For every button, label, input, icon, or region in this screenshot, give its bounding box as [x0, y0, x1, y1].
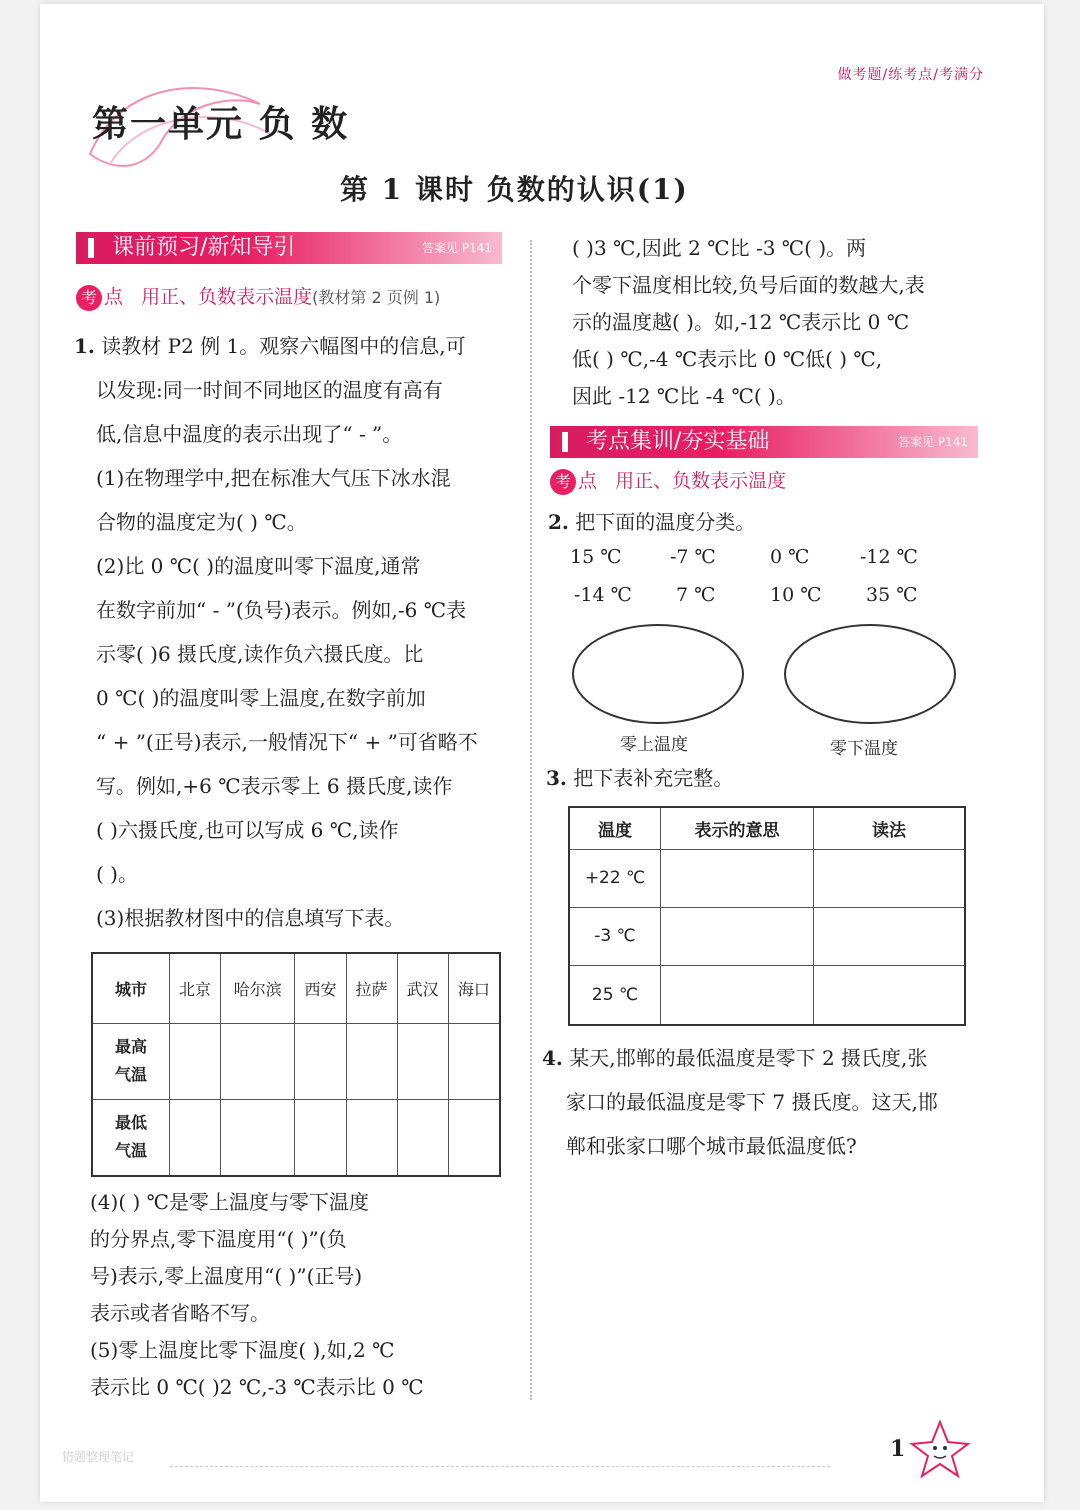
temp-item: -14 ℃: [574, 584, 632, 606]
table-header-row: [569, 807, 965, 849]
q1-part2-line: (2)比 0 ℃( )的温度叫零下温度,通常: [96, 554, 421, 578]
cont-line: 因此 -12 ℃比 -4 ℃( )。: [572, 384, 796, 408]
city-cell: 北京: [170, 953, 221, 1023]
row-label: [92, 1023, 170, 1099]
preview-banner: [76, 232, 502, 264]
q2-number: 2.: [548, 510, 569, 534]
exam-point-label: 点: [104, 286, 124, 308]
temp-item: -7 ℃: [670, 546, 716, 568]
row-label: [92, 1099, 170, 1176]
table-row: [569, 965, 965, 1025]
exam-point-label: 点: [578, 470, 598, 492]
temp-item: -12 ℃: [860, 546, 918, 568]
q1-part2-line: ( )。: [96, 862, 138, 886]
q1-part4-line: 表示或者省略不写。: [90, 1301, 270, 1325]
answer-cell[interactable]: [397, 1023, 448, 1099]
answer-cell[interactable]: [346, 1023, 397, 1099]
q3-text: 把下表补充完整。: [573, 766, 734, 790]
exam-point-badge: 考: [76, 285, 102, 311]
practice-banner: [550, 426, 978, 458]
q2-text: 把下面的温度分类。: [575, 510, 756, 534]
question-4: [542, 1036, 992, 1168]
answer-cell[interactable]: [346, 1099, 397, 1176]
city-cell: 海口: [448, 953, 500, 1023]
answer-cell[interactable]: [448, 1023, 500, 1099]
lesson-title: 第 1 课时 负数的认识(1): [340, 173, 689, 206]
star-mascot-icon: [908, 1418, 972, 1482]
exam-point-topic: 用正、负数表示温度: [615, 470, 787, 492]
answer-ref: 答案见 P141: [898, 435, 968, 449]
answer-cell[interactable]: [170, 1099, 221, 1176]
column-divider: [530, 240, 532, 1400]
q4-line: 郸和张家口哪个城市最低温度低?: [566, 1134, 857, 1158]
q1-part4-line: 号)表示,零上温度用“( )”(正号): [90, 1264, 363, 1288]
table-row: [569, 849, 965, 907]
exam-point-topic: 用正、负数表示温度: [141, 286, 313, 308]
answer-cell[interactable]: [814, 907, 966, 965]
temperature-meaning-table: [568, 806, 966, 1026]
answer-ref: 答案见 P141: [422, 241, 492, 255]
temp-cell: +22 ℃: [569, 849, 661, 907]
answer-cell[interactable]: [221, 1099, 295, 1176]
q1-part2-line: “ + ”(正号)表示,一般情况下“ + ”可省略不: [96, 730, 478, 754]
exam-point-badge: 考: [550, 469, 576, 495]
table-header-row: [92, 953, 500, 1023]
answer-cell[interactable]: [295, 1023, 346, 1099]
q1-part2-line: 在数字前加“ - ”(负号)表示。例如,-6 ℃表: [96, 598, 467, 622]
table-header-cell: 温度: [569, 807, 661, 849]
city-cell: 拉萨: [346, 953, 397, 1023]
q1-part2-line: ( )六摄氏度,也可以写成 6 ℃,读作: [96, 818, 399, 842]
q1-part3-line: (3)根据教材图中的信息填写下表。: [96, 906, 405, 930]
cont-line: 示的温度越( )。如,-12 ℃表示比 0 ℃: [572, 310, 910, 334]
row-label-line: 最低: [114, 1113, 147, 1133]
answer-cell[interactable]: [221, 1023, 295, 1099]
exam-point-heading: [76, 282, 440, 311]
answer-cell[interactable]: [814, 965, 966, 1025]
q1-part1-line: (1)在物理学中,把在标准大气压下冰水混: [96, 466, 451, 490]
q4-number: 4.: [542, 1046, 563, 1070]
temp-cell: -3 ℃: [569, 907, 661, 965]
city-cell: 哈尔滨: [221, 953, 295, 1023]
q1-line: 低,信息中温度的表示出现了“ - ”。: [96, 422, 403, 446]
footer-note: 错题整理笔记: [62, 1450, 135, 1464]
q4-line: 家口的最低温度是零下 7 摄氏度。这天,邯: [566, 1090, 938, 1114]
q1-number: 1.: [74, 334, 95, 358]
table-row: [92, 1099, 500, 1176]
cont-line: 低( ) ℃,-4 ℃表示比 0 ℃低( ) ℃,: [572, 347, 883, 371]
question-3: [546, 756, 733, 800]
answer-cell[interactable]: [397, 1099, 448, 1176]
temp-item: 0 ℃: [770, 546, 810, 568]
q1-part5-line: (5)零上温度比零下温度( ),如,2 ℃: [90, 1338, 395, 1362]
temp-item: 10 ℃: [770, 584, 822, 606]
table-header-cell: 表示的意思: [661, 807, 814, 849]
question-1-continued: [572, 230, 1012, 415]
cont-line: ( )3 ℃,因此 2 ℃比 -3 ℃( )。两: [572, 236, 867, 260]
table-header-cell: 城市: [92, 953, 170, 1023]
q3-number: 3.: [546, 766, 567, 790]
q4-line: 某天,邯郸的最低温度是零下 2 摄氏度,张: [569, 1046, 928, 1070]
table-row: [569, 907, 965, 965]
worksheet-page: [40, 4, 1044, 1502]
temp-item: 7 ℃: [676, 584, 716, 606]
city-temperature-table: [91, 952, 501, 1177]
below-zero-ellipse[interactable]: [784, 624, 956, 724]
table-header-cell: 读法: [814, 807, 966, 849]
q1-part4-line: 的分界点,零下温度用“( )”(负: [90, 1227, 347, 1251]
answer-cell[interactable]: [661, 907, 814, 965]
row-label-line: 气温: [114, 1065, 147, 1085]
q1-part2-line: 写。例如,+6 ℃表示零上 6 摄氏度,读作: [96, 774, 453, 798]
temp-item: 35 ℃: [866, 584, 918, 606]
banner-title: 考点集训/夯实基础: [586, 429, 770, 454]
below-zero-label: 零下温度: [830, 739, 898, 759]
page-number: 1: [890, 1436, 906, 1462]
answer-cell[interactable]: [295, 1099, 346, 1176]
row-label-line: 气温: [114, 1141, 147, 1161]
q1-part2-line: 0 ℃( )的温度叫零上温度,在数字前加: [96, 686, 426, 710]
exam-point-heading-2: [550, 466, 786, 495]
above-zero-ellipse[interactable]: [572, 624, 744, 724]
city-cell: 武汉: [397, 953, 448, 1023]
row-label-line: 最高: [114, 1037, 147, 1057]
banner-title: 课前预习/新知导引: [112, 235, 296, 260]
answer-cell[interactable]: [814, 849, 966, 907]
answer-cell[interactable]: [661, 965, 814, 1025]
table-row: [92, 1023, 500, 1099]
tagline: 做考题/练考点/考满分: [837, 67, 984, 83]
q1-line: 读教材 P2 例 1。观察六幅图中的信息,可: [101, 334, 466, 358]
above-zero-label: 零上温度: [620, 735, 688, 755]
temp-item: 15 ℃: [570, 546, 622, 568]
q1-part5-line: 表示比 0 ℃( )2 ℃,-3 ℃表示比 0 ℃: [90, 1375, 424, 1399]
cont-line: 个零下温度相比较,负号后面的数越大,表: [572, 273, 925, 297]
answer-cell[interactable]: [661, 849, 814, 907]
q1-part4-line: (4)( ) ℃是零上温度与零下温度: [90, 1190, 370, 1214]
temp-cell: 25 ℃: [569, 965, 661, 1025]
exam-point-ref: (教材第 2 页例 1): [312, 288, 441, 307]
footer-line: [170, 1466, 830, 1467]
q1-part1-line: 合物的温度定为( ) ℃。: [96, 510, 307, 534]
q1-part2-line: 示零( )6 摄氏度,读作负六摄氏度。比: [96, 642, 424, 666]
question-2: [548, 500, 755, 544]
q1-line: 以发现:同一时间不同地区的温度有高有: [96, 378, 443, 402]
unit-title: 第一单元 负 数: [92, 103, 350, 145]
answer-cell[interactable]: [448, 1099, 500, 1176]
question-1-parts-4-5: [90, 1184, 510, 1406]
city-cell: 西安: [295, 953, 346, 1023]
question-1: [74, 324, 514, 940]
answer-cell[interactable]: [170, 1023, 221, 1099]
